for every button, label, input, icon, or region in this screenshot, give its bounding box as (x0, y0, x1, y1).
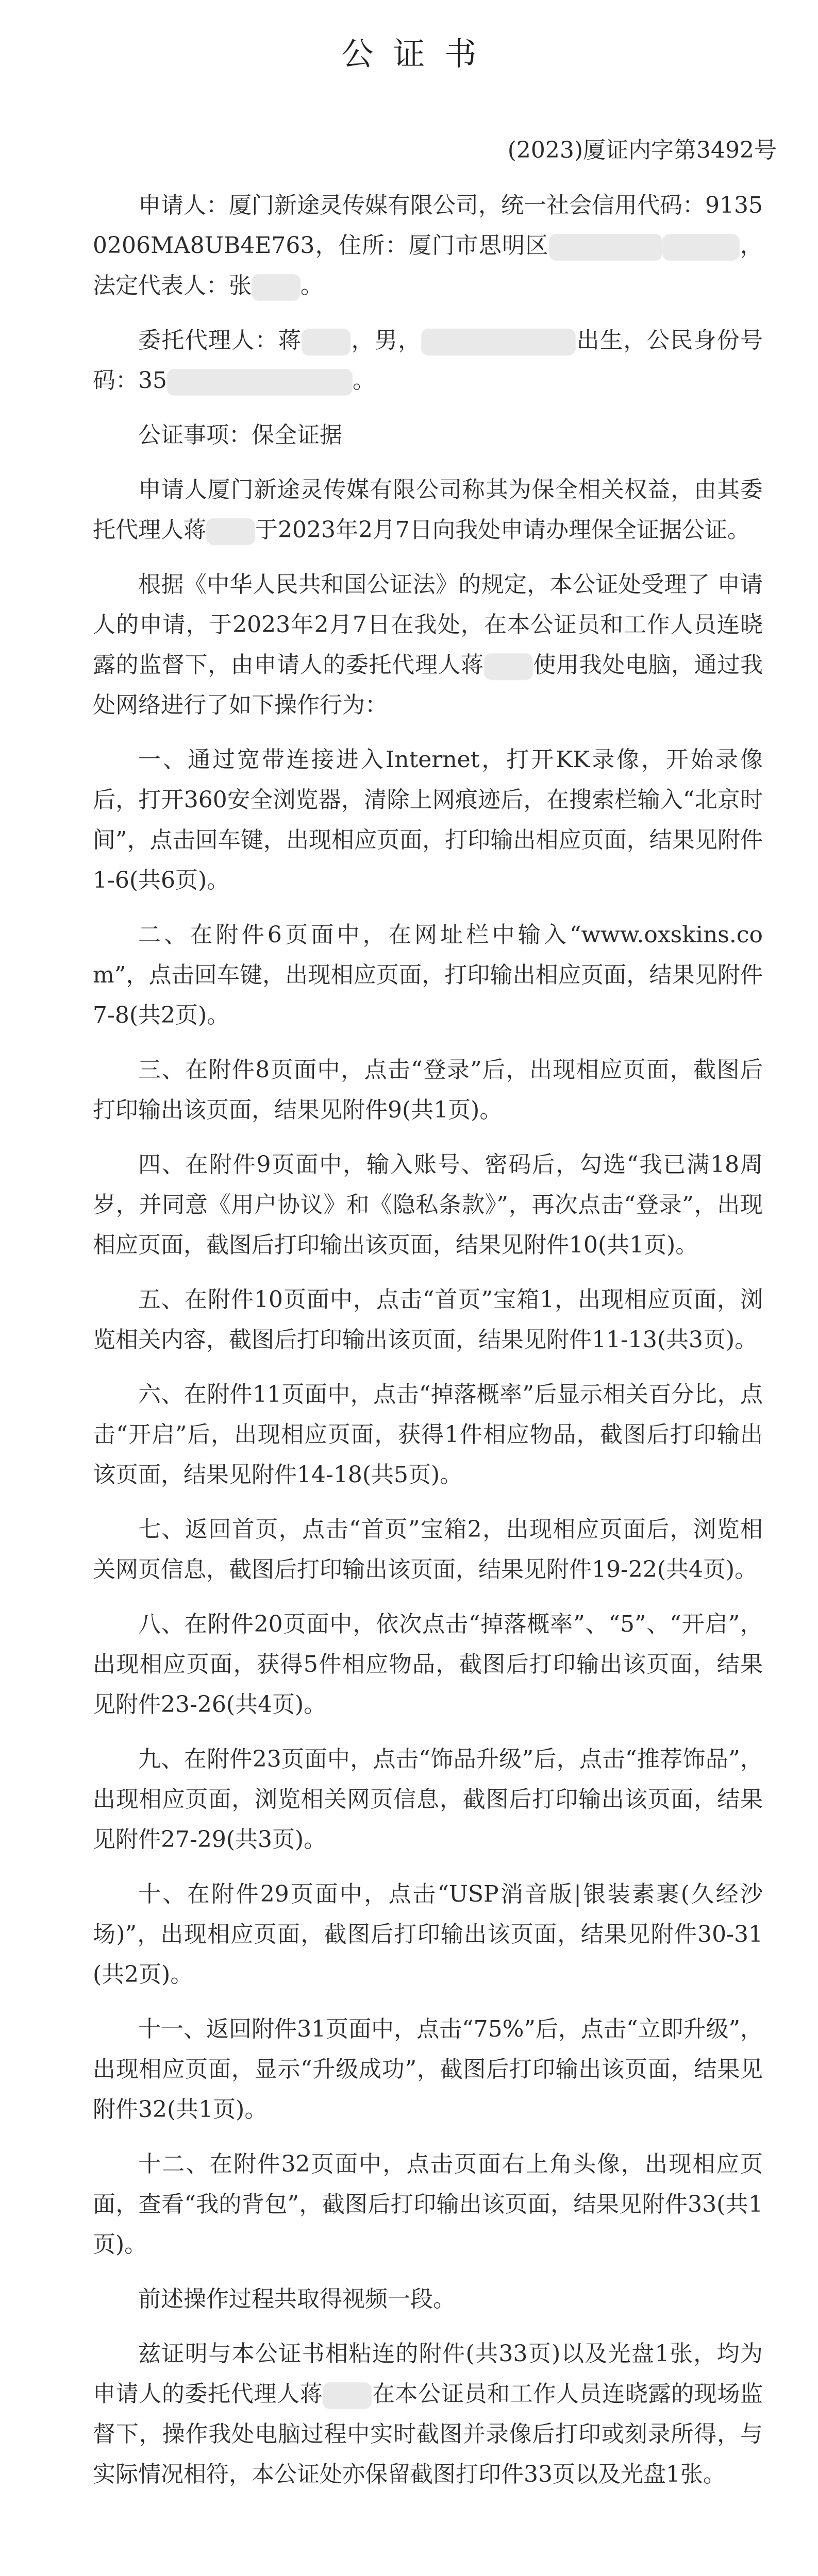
document-body (93, 185, 763, 2509)
redacted-birthdate (421, 329, 576, 355)
step-8: 八、在附件20页面中，依次点击“掉落概率”、“5”、“开启”，出现相应页面，获得5件相应物品，截图后打印输出该页面，结果见附件23-26(共4页)。 (93, 1611, 763, 1718)
document-number: (2023)厦证内字第3492号 (507, 137, 777, 163)
redacted-address (549, 234, 662, 261)
agent-paragraph (93, 320, 763, 401)
intro-paragraph (93, 470, 763, 550)
intro-text-1: 申请人厦门新途灵传媒有限公司称其为保全相关权益，由其委托代理人蒋 (93, 477, 763, 543)
agent-text-3: 出生，公民身份号码：35 (93, 327, 763, 394)
step-6: 六、在附件11页面中，点击“掉落概率”后显示相关百分比，点击“开启”后，出现相应页面，获得1件相应物品，截图后打印输出该页面，结果见附件14-18(共5页)。 (93, 1381, 763, 1488)
intro-text-2: 于2023年2月7日向我处申请办理保全证据公证。 (255, 517, 750, 543)
video-note-paragraph: 前述操作过程共取得视频一段。 (138, 2286, 456, 2312)
step-4: 四、在附件9页面中，输入账号、密码后，勾选“我已满18周岁，并同意《用户协议》和《隐私条款》”，再次点击“登录”，出现相应页面，截图后打印输出该页面，结果见附件10(共1页)。 (93, 1151, 763, 1258)
conclusion-paragraph (93, 2334, 763, 2495)
agent-text-end: 。 (353, 367, 375, 394)
step-1: 一、通过宽带连接进入Internet，打开KK录像，开始录像后，打开360安全浏览器，清除上网痕迹后，在搜索栏输入“北京时间”，点击回车键，出现相应页面，打印输出相应页面，结果见附件1-6(共6页)。 (93, 747, 763, 893)
legal-basis-text-2: 使用我处电脑，通过我处网络进行了如下操作行为： (93, 652, 763, 718)
agent-text-2: ，男， (350, 327, 422, 353)
step-5: 五、在附件10页面中，点击“首页”宝箱1，出现相应页面，浏览相关内容，截图后打印输出该页面，结果见附件11-13(共3页)。 (93, 1286, 763, 1353)
conclusion-text-1: 兹证明与本公证书相粘连的附件(共33页)以及光盘1张，均为申请人的委托代理人蒋 (93, 2341, 763, 2407)
step-2: 二、在附件6页面中，在网址栏中输入“www.oxskins.com”，点击回车键，出现相应页面，打印输出相应页面，结果见附件7-8(共2页)。 (93, 922, 763, 1028)
redacted-agent-name-4 (323, 2382, 372, 2409)
redacted-agent-name (302, 329, 350, 355)
document-title: 公证书 (341, 35, 496, 73)
step-3: 三、在附件8页面中，点击“登录”后，出现相应页面，截图后打印输出该页面，结果见附件9(共1页)。 (93, 1057, 763, 1123)
step-10: 十、在附件29页面中，点击“USP消音版|银装素裹(久经沙场)”，出现相应页面，截图后打印输出该页面，结果见附件30-31(共2页)。 (93, 1881, 763, 1988)
legal-basis-paragraph (93, 565, 763, 725)
redacted-agent-name-3 (484, 653, 533, 680)
redacted-address-2 (662, 234, 740, 261)
conclusion-text-2: 在本公证员和工作人员连晓露的现场监督下，操作我处电脑过程中实时截图并录像后打印或刻录所得，与实际情况相符，本公证处亦保留截图打印件33页以及光盘1张。 (93, 2381, 763, 2487)
redacted-representative-name (252, 274, 301, 301)
matter-paragraph: 公证事项：保全证据 (138, 422, 342, 448)
applicant-paragraph (93, 185, 763, 306)
step-12: 十二、在附件32页面中，点击页面右上角头像，出现相应页面，查看“我的背包”，截图后打印输出该页面，结果见附件33(共1页)。 (93, 2151, 763, 2258)
applicant-text-end: 。 (301, 273, 323, 299)
legal-basis-text-1: 根据《中华人民共和国公证法》的规定，本公证处受理了 申请人的申请，于2023年2月7日在我处，在本公证员和工作人员连晓露的监督下，由申请人的委托代理人蒋 (93, 571, 763, 678)
step-7: 七、返回首页，点击“首页”宝箱2，出现相应页面后，浏览相关网页信息，截图后打印输出该页面，结果见附件19-22(共4页)。 (93, 1516, 763, 1583)
applicant-text-2: ，法定代表人：张 (93, 232, 763, 299)
step-9: 九、在附件23页面中，点击“饰品升级”后，点击“推荐饰品”，出现相应页面，浏览相关网页信息，截图后打印输出该页面，结果见附件27-29(共3页)。 (93, 1746, 763, 1853)
redacted-id-number (167, 369, 353, 396)
agent-text-1: 委托代理人：蒋 (138, 327, 302, 353)
redacted-agent-name-2 (206, 518, 255, 545)
step-11: 十一、返回附件31页面中，点击“75%”后，点击“立即升级”，出现相应页面，显示“升级成功”，截图后打印输出该页面，结果见附件32(共1页)。 (93, 2016, 763, 2123)
applicant-text-1: 申请人：厦门新途灵传媒有限公司，统一社会信用代码：91350206MA8UB4E763，住所：厦门市思明区 (93, 192, 763, 259)
